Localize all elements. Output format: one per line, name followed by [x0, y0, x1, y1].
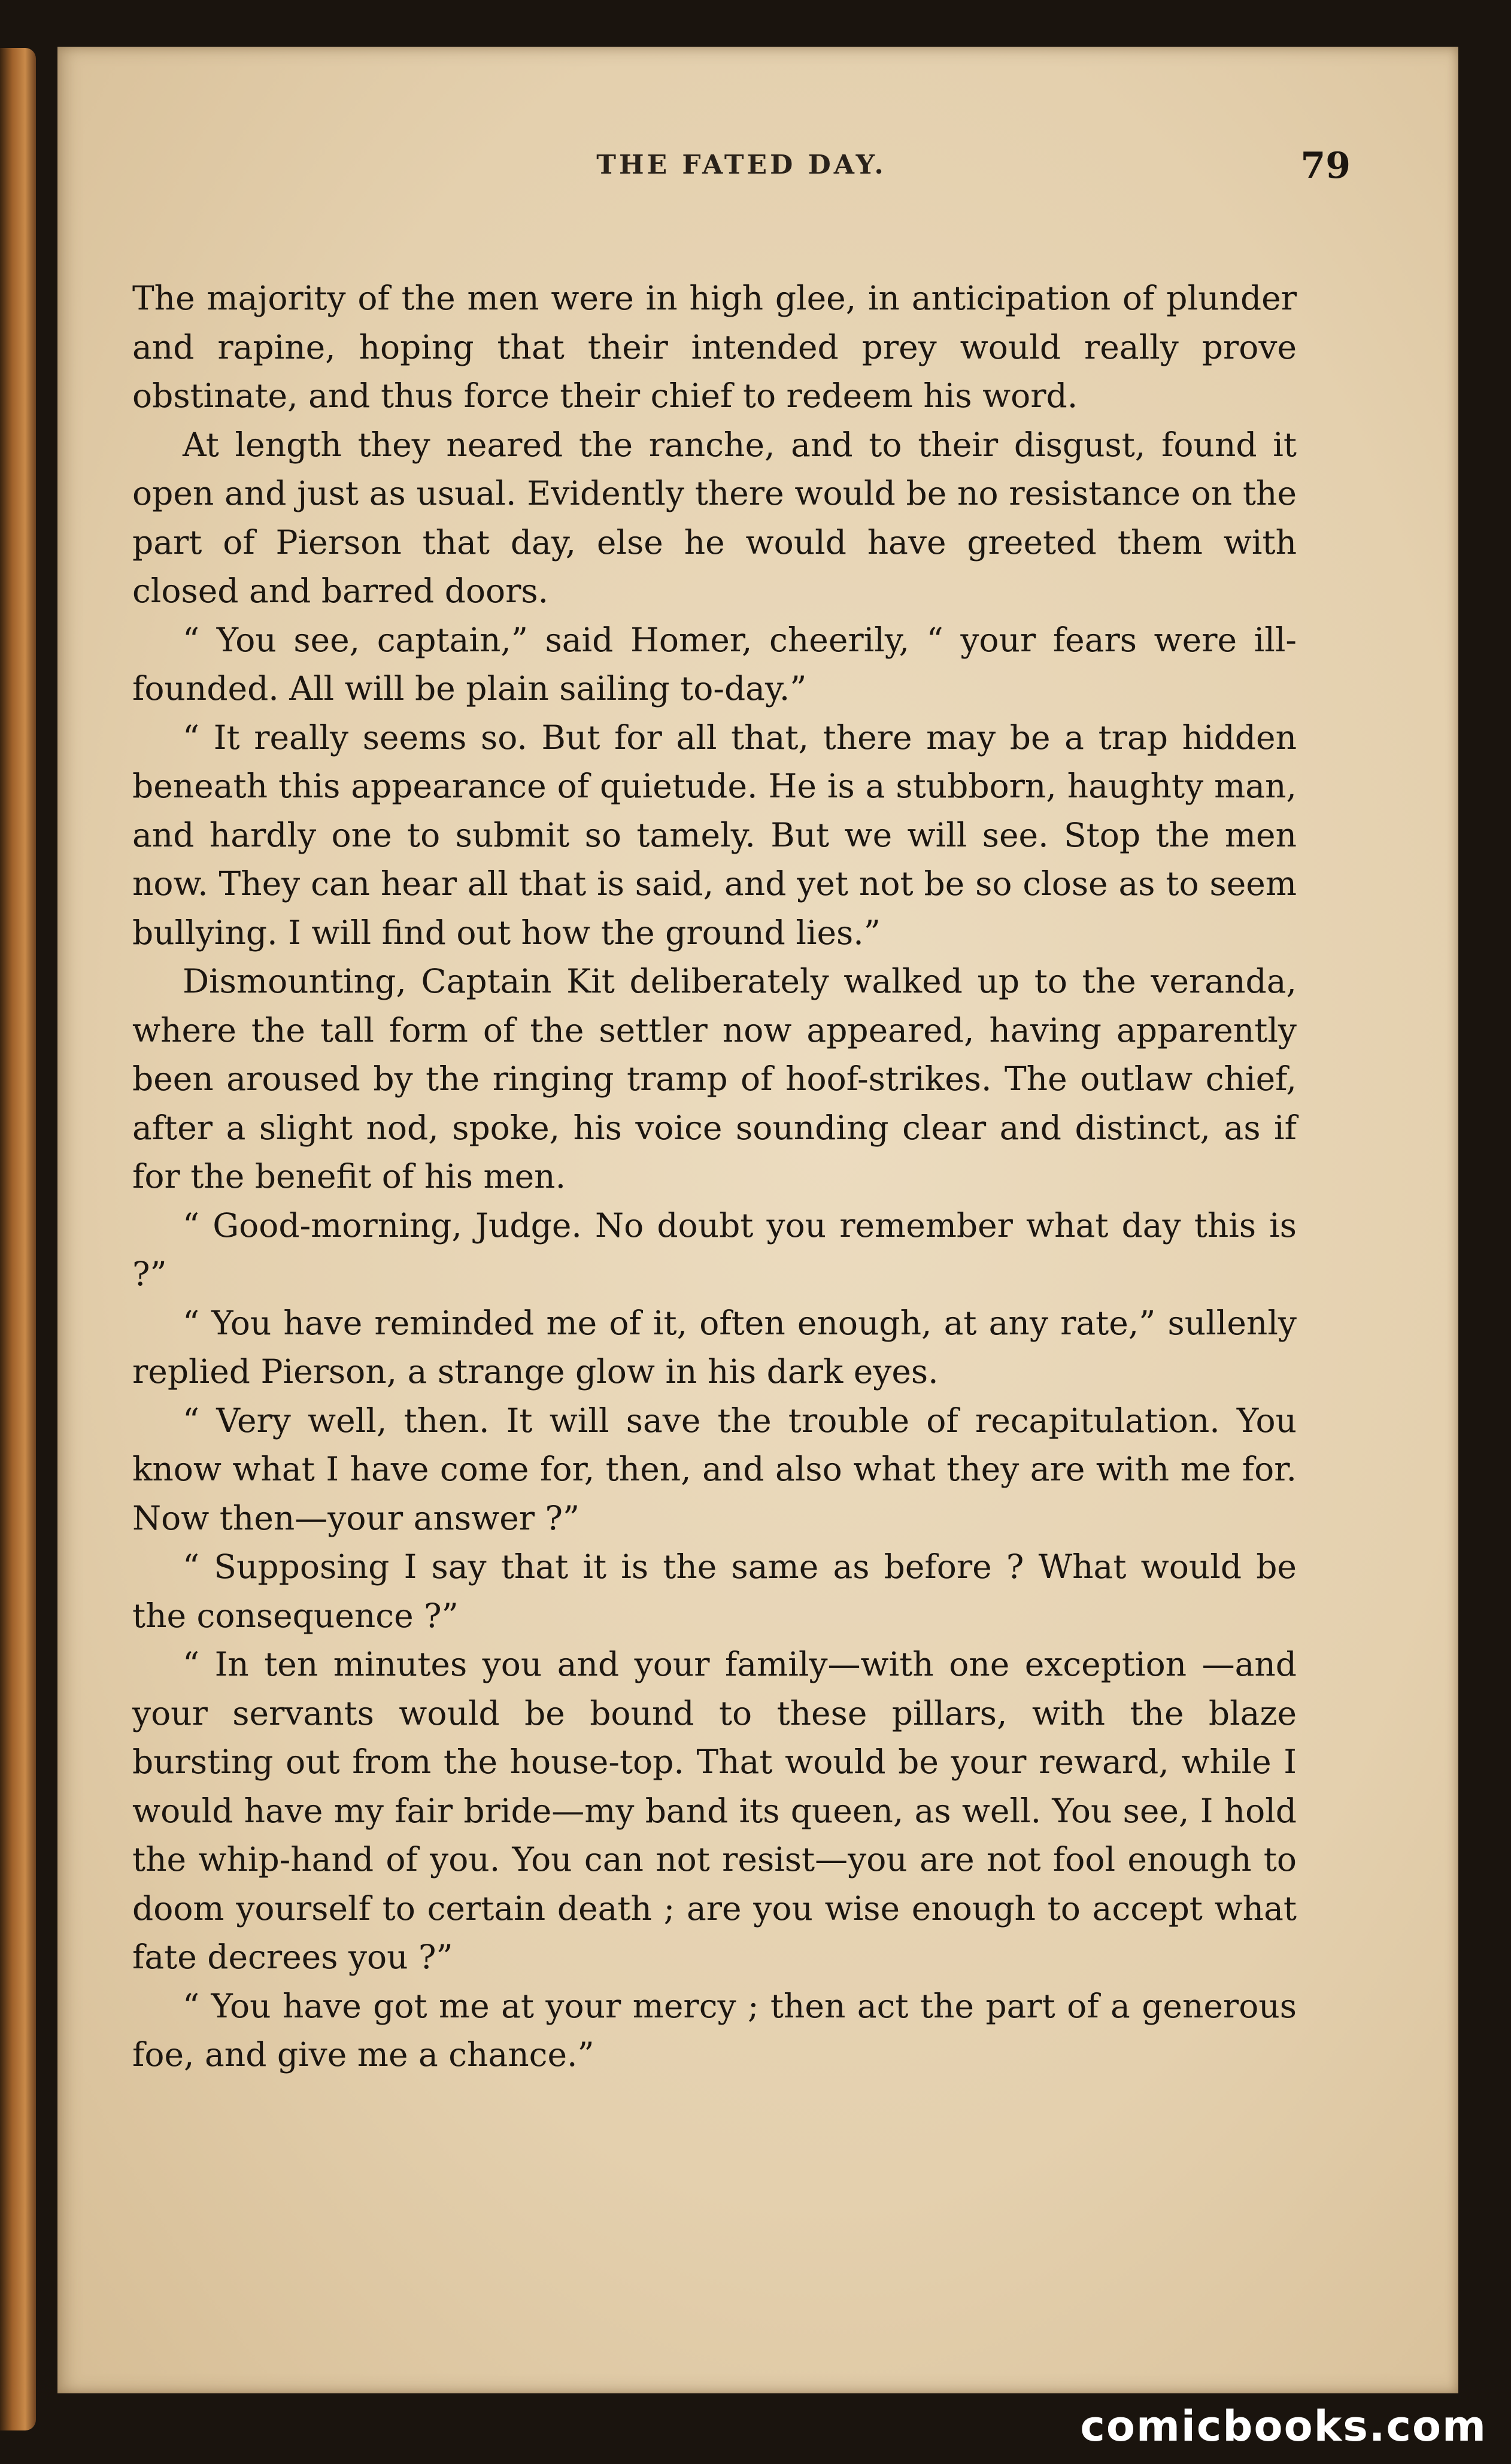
paragraph: “ Good-morning, Judge. No doubt you remember what day this is ?”	[132, 1206, 1297, 1293]
paragraph: “ Very well, then. It will save the trouble of recapitulation. You know what I have come for, then, and also what they are with me for. Now then—your answer ?”	[132, 1401, 1297, 1537]
page-number: 79	[1300, 145, 1351, 187]
paragraph: “ Supposing I say that it is the same as before ? What would be the consequence ?”	[132, 1547, 1297, 1635]
paragraph: “ You see, captain,” said Homer, cheerily, “ your fears were ill-founded. All will be plain sailing to-day.”	[132, 620, 1297, 708]
paragraph: “ In ten minutes you and your family—with one exception —and your servants would be bound to these pillars, with the blaze bursting out from the house-top. That would be your reward, while I would have my fair bride—my band its queen, as well. You see, I hold the whip-hand of you. You can not resist—you are not fool enough to doom yourself to certain death ; are you wise enough to accept what fate decrees you ?”	[132, 1645, 1297, 1976]
book-spine-edge	[0, 48, 36, 2430]
running-head: THE FATED DAY.	[596, 150, 887, 180]
paragraph: The majority of the men were in high glee, in anticipation of plunder and rapine, hoping that their intended prey would really prove obstinate, and thus force their chief to redeem his word.	[132, 279, 1297, 415]
paragraph: At length they neared the ranche, and to their disgust, found it open and just as usual. Evidently there would be no resistance on the part of Pierson that day, else he would have greeted them with closed and barred doors.	[132, 425, 1297, 610]
paragraph: “ You have reminded me of it, often enough, at any rate,” sullenly replied Pierson, a strange glow in his dark eyes.	[132, 1303, 1297, 1391]
watermark-logo: comicbooks.com	[1080, 2402, 1487, 2451]
book-page	[57, 47, 1458, 2393]
paragraph: “ You have got me at your mercy ; then act the part of a generous foe, and give me a chance.”	[132, 1986, 1297, 2074]
paragraph: Dismounting, Captain Kit deliberately walked up to the veranda, where the tall form of the settler now appeared, having apparently been aroused by the ringing tramp of hoof-strikes. The outlaw chief, after a slight nod, spoke, his voice sounding clear and distinct, as if for the benefit of his men.	[132, 962, 1297, 1195]
body-text	[132, 274, 1297, 2080]
page-header	[132, 145, 1351, 204]
paragraph: “ It really seems so. But for all that, there may be a trap hidden beneath this appearance of quietude. He is a stubborn, haughty man, and hardly one to submit so tamely. But we will see. Stop the men now. They can hear all that is said, and yet not be so close as to seem bullying. I will find out how the ground lies.”	[132, 718, 1297, 952]
